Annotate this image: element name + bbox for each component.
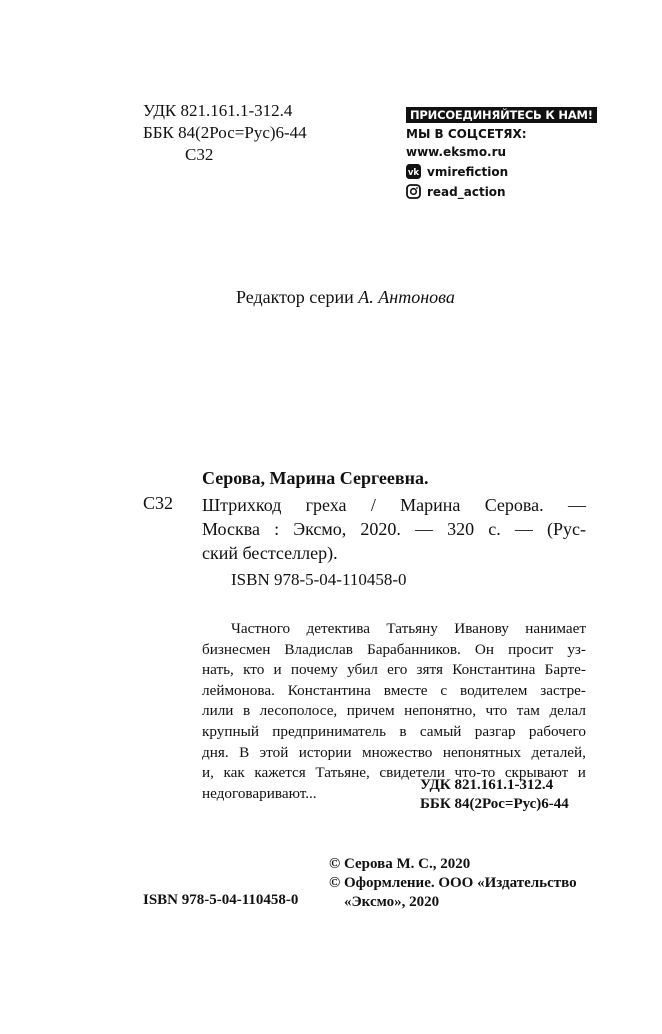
- bib-word: Эксмо,: [293, 519, 347, 539]
- copyright-block: [329, 855, 577, 912]
- annotation-word: застре-: [540, 681, 586, 699]
- annotation-word: убил: [347, 661, 378, 679]
- editor-name: А. Антонова: [358, 287, 455, 307]
- annotation-word: самый: [419, 722, 462, 740]
- annotation-word: непонятных: [442, 743, 522, 761]
- annotation-word: нанимает: [525, 620, 586, 637]
- bottom-bbk: ББК 84(2Рос=Рус)6-44: [420, 796, 569, 812]
- annotation-word: леймонова.: [202, 681, 275, 699]
- series-editor: [236, 287, 455, 308]
- bib-word: —: [567, 495, 586, 515]
- annotation-word: непонятно,: [404, 702, 476, 720]
- annotation-word: детектива: [306, 620, 371, 637]
- annotation-word: в: [399, 722, 407, 740]
- annotation-word: Константина: [287, 681, 371, 699]
- bottom-udk: УДК 821.161.1-312.4: [420, 777, 554, 793]
- annotation-word: как: [223, 764, 245, 782]
- website-link[interactable]: www.eksmo.ru: [406, 145, 507, 159]
- vk-row[interactable]: [406, 164, 597, 179]
- copyright-design: © Оформление. ООО «Издательство: [329, 875, 577, 891]
- annotation-word: Барте-: [544, 661, 586, 679]
- annotation-line: [202, 619, 586, 640]
- bib-word: Марина: [400, 495, 461, 515]
- bib-code: С32: [143, 493, 174, 513]
- bib-word: (Рус-: [546, 519, 586, 539]
- bib-word: 320: [447, 519, 475, 539]
- annotation-line: [202, 681, 586, 702]
- annotation-word: бизнесмен: [202, 640, 271, 658]
- annotation-line: [202, 660, 586, 681]
- annotation-word: Константина: [452, 661, 536, 679]
- annotation-word: предприниматель: [272, 722, 387, 740]
- annotation-word: Татьяне,: [315, 764, 370, 782]
- annotation-word: почему: [290, 661, 338, 679]
- classification-block: [143, 100, 307, 166]
- bib-word: 2020.: [360, 519, 401, 539]
- annotation-word: с: [440, 681, 448, 699]
- instagram-row[interactable]: [406, 184, 597, 199]
- annotation-word: недоговаривают...: [202, 784, 317, 802]
- bib-word: Штрихкод: [202, 495, 282, 515]
- bib-word: с.: [488, 519, 501, 539]
- annotation-word: Татьяну: [386, 620, 438, 637]
- annotation-word: этой: [259, 743, 289, 761]
- instagram-icon: [406, 184, 421, 199]
- bib-word: /: [370, 495, 376, 515]
- annotation-word: кажется: [254, 764, 306, 782]
- annotation-word: и: [273, 661, 282, 679]
- bib-word: греха: [305, 495, 347, 515]
- annotation-word: Владислав: [284, 640, 353, 658]
- svg-text:vk: vk: [407, 168, 420, 178]
- copyright-author: © Серова М. С., 2020: [329, 856, 471, 872]
- bib-word: Серова.: [484, 495, 544, 515]
- annotation-word: свидетели: [379, 764, 445, 782]
- annotation-word: что-то: [454, 764, 496, 782]
- annotation-line: [202, 722, 586, 743]
- editor-label: Редактор серии: [236, 287, 354, 307]
- vk-icon: [406, 164, 421, 179]
- udk-code: УДК 821.161.1-312.4: [143, 101, 293, 120]
- social-heading: МЫ В СОЦСЕТЯХ:: [406, 127, 527, 141]
- bib-word: :: [274, 519, 280, 539]
- annotation-word: лесополосе,: [259, 702, 338, 720]
- annotation-word: Частного: [231, 620, 291, 637]
- annotation-word: истории: [298, 743, 352, 761]
- copyright-design-cont: «Эксмо», 2020: [344, 894, 440, 910]
- author-sign: С32: [185, 145, 214, 164]
- annotation-word: зятя: [416, 661, 443, 679]
- social-block: [406, 107, 597, 199]
- annotation-line: [202, 743, 586, 764]
- bottom-classification: [420, 776, 569, 814]
- annotation-word: лили: [202, 702, 234, 720]
- bib-word: Москва: [202, 519, 260, 539]
- vk-handle: vmirefiction: [427, 164, 509, 179]
- bib-line: [202, 517, 586, 541]
- annotation-word: просит: [508, 640, 554, 658]
- bib-line: [202, 541, 586, 565]
- instagram-handle: read_action: [427, 184, 506, 199]
- bbk-code: ББК 84(2Рос=Рус)6-44: [143, 123, 307, 142]
- join-banner: ПРИСОЕДИНЯЙТЕСЬ К НАМ!: [406, 107, 597, 123]
- annotation-word: что: [485, 702, 508, 720]
- annotation-word: разгар: [474, 722, 516, 740]
- bib-isbn: ISBN 978-5-04-110458-0: [231, 570, 407, 589]
- annotation-word: делал: [549, 702, 586, 720]
- annotation-line: [202, 640, 586, 661]
- annotation-word: и,: [202, 764, 214, 782]
- annotation-word: вместе: [383, 681, 428, 699]
- bib-word: —: [415, 519, 434, 539]
- bib-line: [202, 493, 586, 517]
- annotation-line: [202, 701, 586, 722]
- annotation-word: нать,: [202, 661, 234, 679]
- annotation-word: скрывают: [504, 764, 569, 782]
- bib-description: [202, 493, 586, 565]
- annotation-word: множество: [361, 743, 433, 761]
- annotation-word: кто: [243, 661, 265, 679]
- annotation-word: деталей,: [531, 743, 586, 761]
- bib-word: ский бестселлер).: [202, 543, 338, 563]
- annotation-word: дня.: [202, 743, 229, 761]
- copyright-isbn: ISBN 978-5-04-110458-0: [143, 892, 299, 908]
- annotation-word: водителем: [460, 681, 528, 699]
- bib-word: —: [514, 519, 533, 539]
- annotation-word: и: [577, 764, 586, 782]
- annotation-word: Иванову: [454, 620, 509, 637]
- annotation-word: там: [516, 702, 540, 720]
- annotation-word: Он: [474, 640, 494, 658]
- annotation-word: его: [387, 661, 408, 679]
- annotation-word: уз-: [567, 640, 586, 658]
- annotation-word: В: [239, 743, 250, 761]
- annotation-word: крупный: [202, 722, 259, 740]
- annotation-word: в: [242, 702, 251, 720]
- annotation-word: рабочего: [528, 722, 586, 740]
- bib-author: Серова, Марина Сергеевна.: [202, 468, 429, 488]
- annotation-word: причем: [346, 702, 395, 720]
- annotation-word: Барабанников.: [367, 640, 461, 658]
